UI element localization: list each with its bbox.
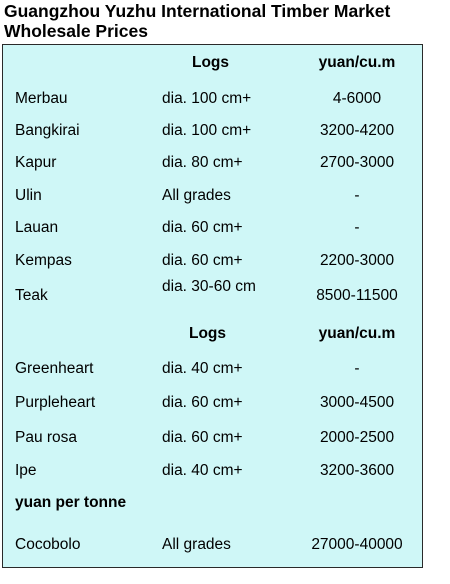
species-cell: Bangkirai (15, 122, 80, 139)
species-cell: Ulin (15, 187, 42, 204)
grade-cell: dia. 60 cm+ (162, 429, 243, 446)
title-line-2: Wholesale Prices (4, 21, 148, 41)
column-header-logs: Logs (192, 54, 230, 71)
price-cell: 2000-2500 (319, 429, 395, 446)
grade-cell: dia. 40 cm+ (162, 462, 243, 479)
grade-cell: All grades (162, 536, 231, 553)
price-cell: 27000-40000 (311, 536, 403, 553)
price-cell: 8500-11500 (316, 287, 398, 304)
column-header-logs: Logs (189, 325, 227, 342)
section-label: yuan per tonne (15, 494, 127, 511)
price-cell: 2200-3000 (319, 252, 395, 269)
title-line-1: Guangzhou Yuzhu International Timber Market (4, 1, 391, 21)
grade-cell: All grades (162, 187, 231, 204)
species-cell: Purpleheart (15, 394, 96, 411)
price-cell: 3200-3600 (319, 462, 395, 479)
grade-cell: dia. 60 cm+ (162, 252, 243, 269)
column-header-unit: yuan/cu.m (318, 54, 396, 71)
grade-cell: dia. 30-60 cm (162, 278, 256, 295)
price-cell: - (354, 360, 360, 377)
price-cell: - (354, 187, 360, 204)
grade-cell: dia. 100 cm+ (162, 90, 252, 107)
species-cell: Pau rosa (15, 429, 78, 446)
species-cell: Lauan (15, 219, 59, 236)
grade-cell: dia. 80 cm+ (162, 154, 243, 171)
species-cell: Merbau (15, 90, 68, 107)
page-title (4, 1, 390, 41)
grade-cell: dia. 40 cm+ (162, 360, 243, 377)
price-cell: 3000-4500 (319, 394, 395, 411)
species-cell: Ipe (15, 462, 37, 479)
price-cell: 4-6000 (332, 90, 382, 107)
species-cell: Cocobolo (15, 536, 81, 553)
price-cell: 2700-3000 (319, 154, 395, 171)
price-table (2, 44, 423, 568)
species-cell: Kapur (15, 154, 57, 171)
grade-cell: dia. 60 cm+ (162, 394, 243, 411)
column-header-unit: yuan/cu.m (318, 325, 396, 342)
species-cell: Teak (15, 287, 48, 304)
price-cell: 3200-4200 (319, 122, 395, 139)
species-cell: Kempas (15, 252, 72, 269)
grade-cell: dia. 60 cm+ (162, 219, 243, 236)
species-cell: Greenheart (15, 360, 94, 377)
price-cell: - (354, 219, 360, 236)
grade-cell: dia. 100 cm+ (162, 122, 252, 139)
